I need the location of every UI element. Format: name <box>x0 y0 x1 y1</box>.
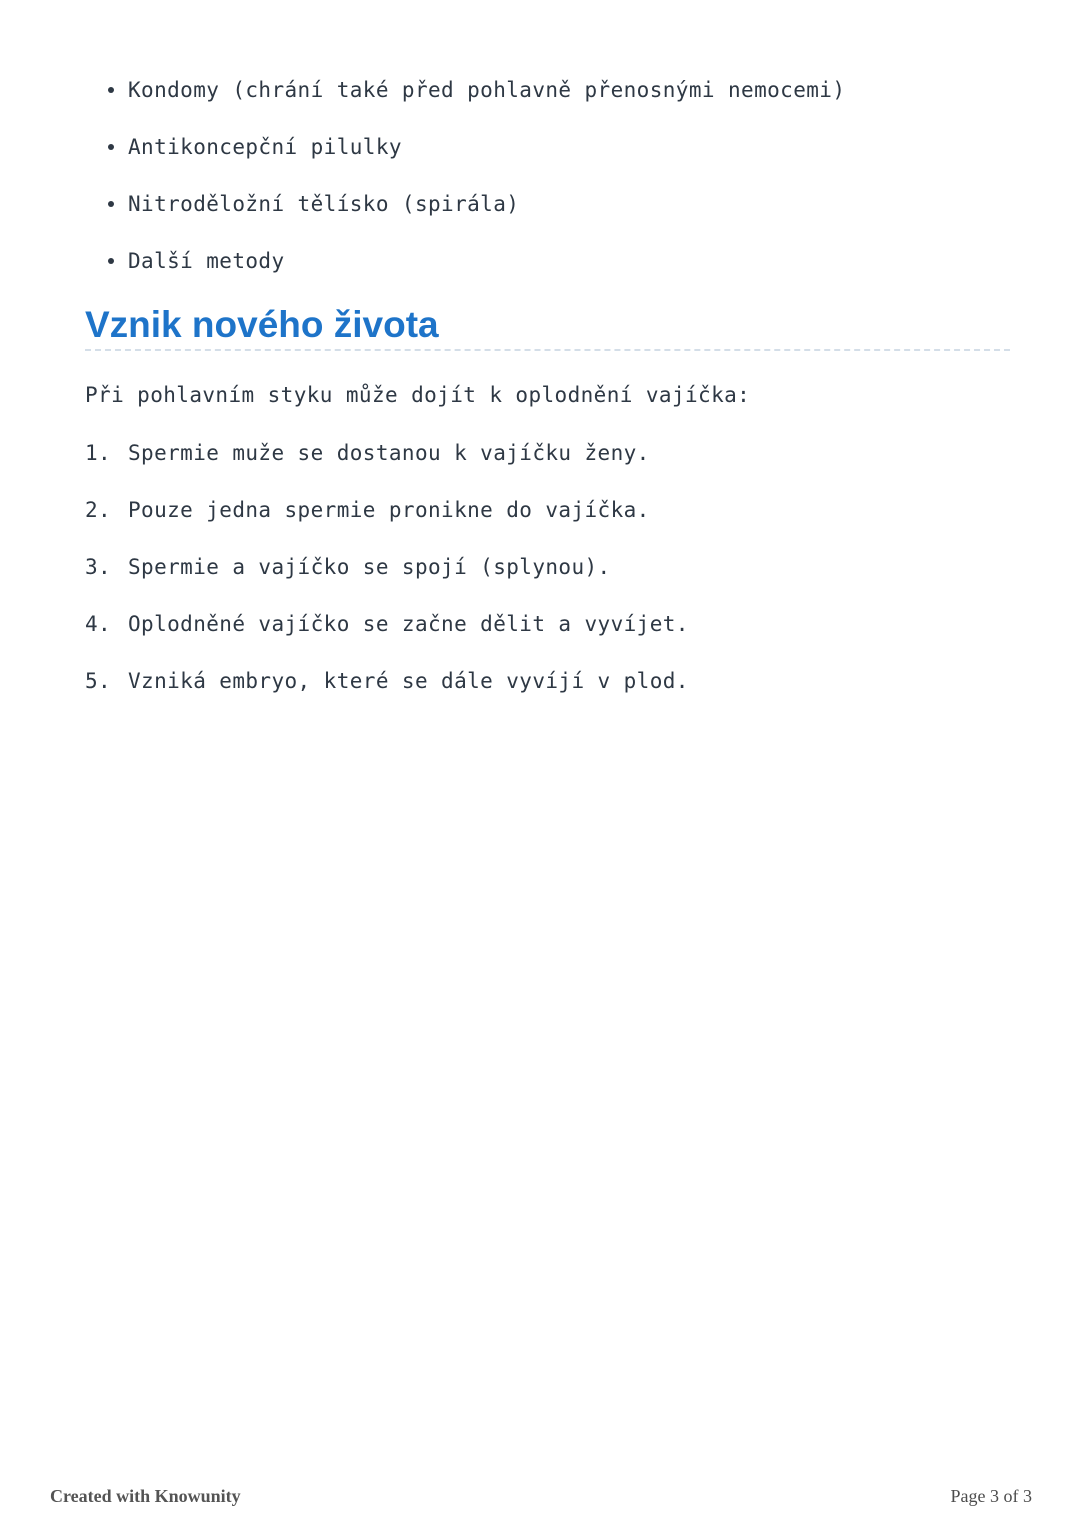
intro-paragraph: Při pohlavním styku může dojít k oplodnění vajíčka: <box>85 383 751 407</box>
step-number: 2. <box>85 498 112 522</box>
bullet-icon <box>108 87 114 93</box>
bullet-icon <box>108 144 114 150</box>
list-item-text: Další metody <box>128 249 285 273</box>
list-item <box>85 667 1010 695</box>
fertilization-steps-list <box>85 439 1010 695</box>
step-text: Oplodněné vajíčko se začne dělit a vyvíjet. <box>128 612 689 636</box>
list-item <box>85 439 1010 467</box>
step-number: 1. <box>85 441 112 465</box>
list-item-text: Kondomy (chrání také před pohlavně přenosnými nemocemi) <box>128 78 846 102</box>
footer-branding: Created with Knowunity <box>50 1486 241 1506</box>
step-text: Spermie a vajíčko se spojí (splynou). <box>128 555 611 579</box>
list-item <box>85 190 1010 218</box>
step-number: 3. <box>85 555 112 579</box>
list-item <box>85 247 1010 275</box>
contraception-methods-list <box>85 76 1010 275</box>
step-text: Spermie muže se dostanou k vajíčku ženy. <box>128 441 650 465</box>
list-item <box>85 496 1010 524</box>
step-number: 4. <box>85 612 112 636</box>
list-item <box>85 553 1010 581</box>
list-item <box>85 610 1010 638</box>
bullet-icon <box>108 258 114 264</box>
document-content <box>0 0 1080 695</box>
page-number: Page 3 of 3 <box>950 1486 1032 1506</box>
bullet-icon <box>108 201 114 207</box>
list-item-text: Antikoncepční pilulky <box>128 135 402 159</box>
section-heading: Vznik nového života <box>85 304 1010 351</box>
step-text: Vzniká embryo, které se dále vyvíjí v plod. <box>128 669 689 693</box>
step-number: 5. <box>85 669 112 693</box>
list-item-text: Nitroděložní tělísko (spirála) <box>128 192 520 216</box>
list-item <box>85 133 1010 161</box>
page-footer <box>50 1486 1032 1507</box>
list-item <box>85 76 1010 104</box>
step-text: Pouze jedna spermie pronikne do vajíčka. <box>128 498 650 522</box>
